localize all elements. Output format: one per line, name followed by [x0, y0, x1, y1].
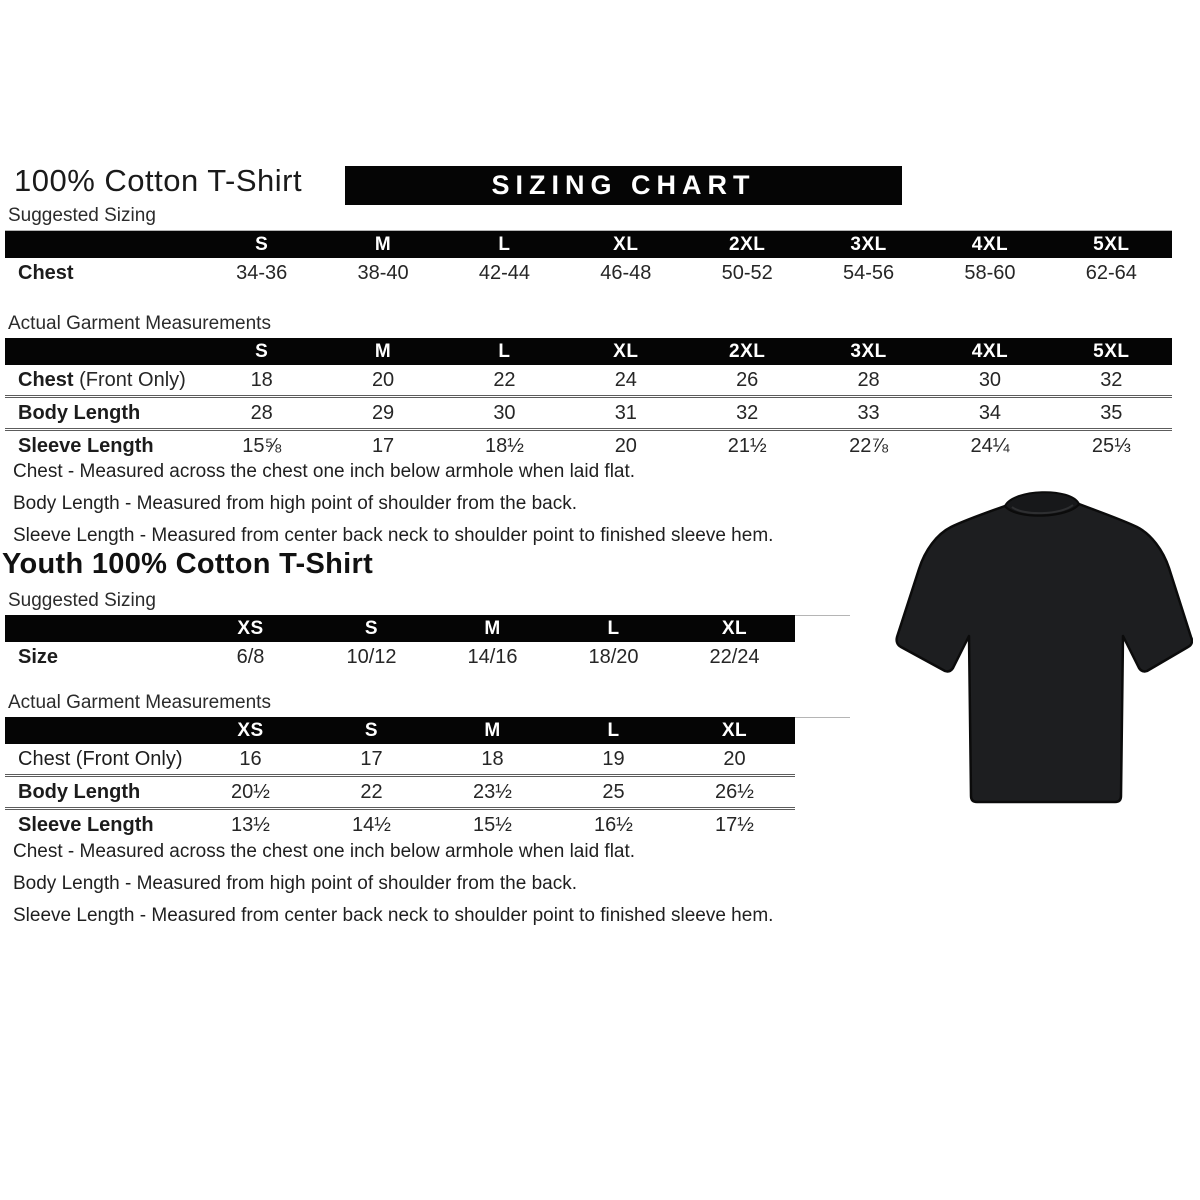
- cell: 16½: [553, 809, 674, 841]
- col-header: 2XL: [687, 231, 808, 258]
- row-label-text: Sleeve Length: [18, 813, 154, 836]
- row-label: [5, 397, 201, 430]
- cell: 35: [1051, 397, 1172, 430]
- youth-measurement-notes: [13, 841, 773, 937]
- col-header: S: [311, 717, 432, 744]
- col-header: M: [432, 717, 553, 744]
- cell: 6/8: [236, 645, 265, 668]
- cell: 38-40: [357, 261, 409, 284]
- cell: 14/16: [467, 645, 518, 668]
- row-label-suffix: (Front Only): [73, 368, 186, 391]
- sizing-chart-banner-text: SIZING CHART: [491, 170, 756, 200]
- table-header-row: [5, 231, 1172, 258]
- youth-actual-measurements-table: [5, 717, 795, 840]
- note-body-length: Body Length - Measured from high point of shoulder from the back.: [13, 493, 577, 514]
- note-body-length: Body Length - Measured from high point of shoulder from the back.: [13, 873, 577, 894]
- youth-suggested-sizing-label: Suggested Sizing: [5, 590, 850, 616]
- col-header-empty: [5, 338, 201, 365]
- cell: 20: [371, 368, 395, 391]
- col-header-empty: [5, 615, 190, 642]
- youth-actual-measurements-label: Actual Garment Measurements: [5, 692, 850, 718]
- row-label-text: Body Length: [18, 780, 141, 803]
- row-label-text: Chest (Front Only): [18, 747, 183, 770]
- cell: 33: [808, 397, 929, 430]
- cell: 26: [736, 368, 759, 391]
- cell: 26½: [674, 776, 795, 809]
- cell: 10/12: [346, 645, 397, 668]
- table-row: [5, 430, 1172, 462]
- black-tshirt-image: [893, 474, 1193, 819]
- adult-measurement-notes: [13, 461, 773, 557]
- adult-suggested-sizing-label: Suggested Sizing: [5, 205, 1172, 231]
- table-header-row: [5, 338, 1172, 365]
- cell: 30: [978, 368, 1002, 391]
- cell: 28: [857, 368, 880, 391]
- row-label: [5, 776, 190, 809]
- cell: 32: [687, 397, 808, 430]
- note-chest: Chest - Measured across the chest one inch below armhole when laid flat.: [13, 461, 636, 482]
- row-label-text: Size: [18, 645, 59, 668]
- col-header: XS: [190, 615, 311, 642]
- row-label: [5, 642, 190, 672]
- col-header: 4XL: [929, 338, 1050, 365]
- row-label: [5, 258, 201, 288]
- cell: 28: [201, 397, 322, 430]
- table-row: [5, 397, 1172, 430]
- col-header: XL: [674, 717, 795, 744]
- cell: 23½: [432, 776, 553, 809]
- col-header: XL: [674, 615, 795, 642]
- cell: 58-60: [964, 261, 1016, 284]
- cell: 18/20: [588, 645, 639, 668]
- cell: 22/24: [709, 645, 760, 668]
- youth-suggested-sizing-table: [5, 615, 795, 672]
- col-header: 4XL: [929, 231, 1050, 258]
- cell: 24¼: [929, 430, 1050, 462]
- cell: 20½: [190, 776, 311, 809]
- col-header: 2XL: [687, 338, 808, 365]
- col-header: S: [311, 615, 432, 642]
- table-row: [5, 809, 795, 841]
- col-header: M: [322, 338, 443, 365]
- cell: 34-36: [236, 261, 288, 284]
- row-label: [5, 744, 190, 776]
- cell: 19: [602, 747, 625, 770]
- cell: 22⅞: [808, 430, 929, 462]
- col-header-empty: [5, 231, 201, 258]
- col-header: XL: [565, 338, 686, 365]
- cell: 22: [493, 368, 516, 391]
- cell: 15½: [432, 809, 553, 841]
- cell: 24: [614, 368, 637, 391]
- cell: 62-64: [1085, 261, 1137, 284]
- row-label-text: Sleeve Length: [18, 434, 154, 457]
- col-header: M: [432, 615, 553, 642]
- cell: 17: [360, 747, 383, 770]
- note-sleeve-length: Sleeve Length - Measured from center back neck to shoulder point to finished sleeve hem.: [13, 905, 774, 926]
- table-row: [5, 744, 795, 776]
- note-chest: Chest - Measured across the chest one inch below armhole when laid flat.: [13, 841, 636, 862]
- adult-actual-measurements-table: [5, 338, 1172, 461]
- col-header: 3XL: [808, 338, 929, 365]
- cell: 46-48: [600, 261, 652, 284]
- col-header: XS: [190, 717, 311, 744]
- sizing-chart-banner: [345, 166, 902, 205]
- cell: 29: [322, 397, 443, 430]
- cell: 18: [250, 368, 273, 391]
- table-header-row: [5, 717, 795, 744]
- note-sleeve-length: Sleeve Length - Measured from center back neck to shoulder point to finished sleeve hem.: [13, 525, 774, 546]
- cell: 25⅓: [1051, 430, 1172, 462]
- col-header: S: [201, 338, 322, 365]
- cell: 42-44: [478, 261, 531, 284]
- table-row: [5, 776, 795, 809]
- cell: 25: [553, 776, 674, 809]
- cell: 15⅝: [201, 430, 322, 462]
- cell: 13½: [190, 809, 311, 841]
- row-label-text: Chest: [18, 261, 74, 284]
- col-header-empty: [5, 717, 190, 744]
- col-header: 5XL: [1051, 231, 1172, 258]
- youth-section-title: Youth 100% Cotton T-Shirt: [2, 548, 374, 580]
- cell: 20: [565, 430, 686, 462]
- col-header: XL: [565, 231, 686, 258]
- adult-actual-measurements-label: Actual Garment Measurements: [5, 313, 1172, 339]
- cell: 22: [311, 776, 432, 809]
- cell: 18½: [444, 430, 565, 462]
- row-label-text: Body Length: [18, 401, 141, 424]
- table-header-row: [5, 615, 795, 642]
- page-title: 100% Cotton T-Shirt: [14, 163, 303, 198]
- col-header: L: [553, 615, 674, 642]
- cell: 18: [481, 747, 504, 770]
- cell: 54-56: [842, 261, 895, 284]
- cell: 32: [1100, 368, 1123, 391]
- table-row: [5, 258, 1172, 288]
- row-label: [5, 430, 201, 462]
- cell: 16: [239, 747, 262, 770]
- cell: 34: [929, 397, 1050, 430]
- cell: 31: [565, 397, 686, 430]
- adult-suggested-sizing-table: [5, 231, 1172, 288]
- cell: 21½: [687, 430, 808, 462]
- cell: 14½: [311, 809, 432, 841]
- col-header: S: [201, 231, 322, 258]
- col-header: M: [322, 231, 443, 258]
- cell: 17: [322, 430, 443, 462]
- col-header: L: [553, 717, 674, 744]
- tshirt-icon: [893, 474, 1193, 819]
- row-label: [5, 365, 201, 397]
- cell: 20: [723, 747, 746, 770]
- cell: 17½: [674, 809, 795, 841]
- col-header: 5XL: [1051, 338, 1172, 365]
- col-header: 3XL: [808, 231, 929, 258]
- table-row: [5, 642, 795, 672]
- table-row: [5, 365, 1172, 397]
- col-header: L: [444, 338, 565, 365]
- row-label-text: Chest: [18, 368, 74, 391]
- cell: 50-52: [721, 261, 773, 284]
- row-label: [5, 809, 190, 841]
- cell: 30: [444, 397, 565, 430]
- col-header: L: [444, 231, 565, 258]
